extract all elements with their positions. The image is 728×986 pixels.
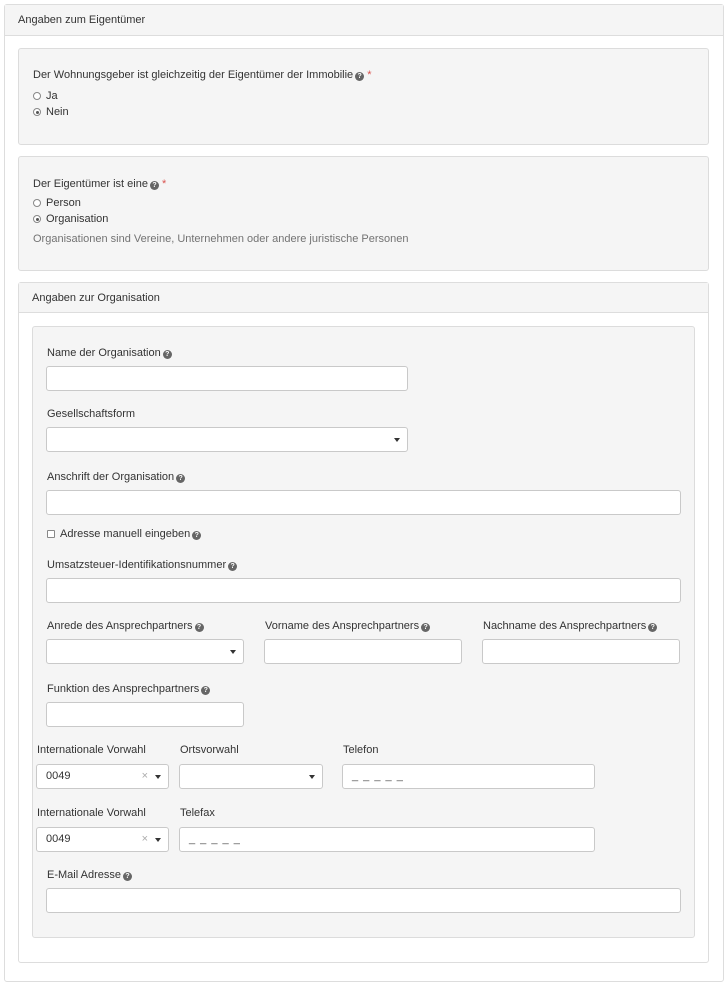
contact-salutation-label [47, 620, 204, 632]
question-circle-icon[interactable]: ? [176, 474, 185, 483]
contact-firstname-input[interactable] [264, 639, 462, 664]
contact-function-label [47, 683, 210, 695]
radio-label: Nein [46, 106, 69, 118]
organisation-panel [18, 282, 709, 963]
fax-intl-label: Internationale Vorwahl [37, 807, 146, 819]
organisation-panel-title: Angaben zur Organisation [19, 283, 708, 313]
clear-icon[interactable]: × [141, 833, 148, 845]
caret-down-icon[interactable] [155, 775, 161, 779]
label-text: Nachname des Ansprechpartners [483, 620, 647, 632]
org-name-label [47, 347, 172, 359]
radio-landlord-yes[interactable] [33, 90, 58, 102]
contact-salutation-select[interactable] [46, 639, 244, 664]
required-mark: * [367, 69, 372, 81]
phone-area-select[interactable] [179, 764, 323, 789]
checkbox-label: Adresse manuell eingeben [60, 528, 191, 540]
legal-form-label: Gesellschaftsform [47, 408, 136, 420]
label-text: Funktion des Ansprechpartners [47, 683, 200, 695]
email-input[interactable] [46, 888, 681, 913]
phone-number-input[interactable] [342, 764, 595, 789]
radio-label: Organisation [46, 213, 109, 225]
label-text: E-Mail Adresse [47, 869, 121, 881]
contact-function-input[interactable] [46, 702, 244, 727]
owner-type-question [33, 178, 166, 190]
question-circle-icon[interactable]: ? [648, 623, 657, 632]
question-circle-icon[interactable]: ? [201, 686, 210, 695]
label-text: Umsatzsteuer-Identifikationsnummer [47, 559, 227, 571]
fax-intl-select[interactable] [36, 827, 169, 852]
caret-down-icon[interactable] [309, 775, 315, 779]
radio-owner-organisation[interactable] [33, 213, 108, 225]
legal-form-select[interactable] [46, 427, 408, 452]
caret-down-icon[interactable] [230, 650, 236, 654]
checkbox-icon[interactable] [47, 530, 55, 538]
label-text: Name der Organisation [47, 347, 161, 359]
landlord-owner-question-label: Der Wohnungsgeber ist gleichzeitig der Eigentümer der Immobilie [33, 69, 354, 81]
label-text: Anrede des Ansprechpartners [47, 620, 193, 632]
phone-area-label: Ortsvorwahl [180, 744, 239, 756]
caret-down-icon[interactable] [394, 438, 400, 442]
select-value: 0049 [46, 833, 71, 845]
radio-label: Person [46, 197, 81, 209]
phone-intl-select[interactable] [36, 764, 169, 789]
clear-icon[interactable]: × [141, 770, 148, 782]
landlord-owner-question [33, 69, 371, 81]
radio-owner-person[interactable] [33, 197, 81, 209]
label-text: Anschrift der Organisation [47, 471, 175, 483]
vat-id-label [47, 559, 237, 571]
question-circle-icon[interactable]: ? [163, 350, 172, 359]
vat-id-input[interactable] [46, 578, 681, 603]
caret-down-icon[interactable] [155, 838, 161, 842]
input-mask: _ _ _ _ _ [189, 833, 241, 845]
fax-number-input[interactable] [179, 827, 595, 852]
owner-type-question-label: Der Eigentümer ist eine [33, 178, 148, 190]
question-circle-icon[interactable]: ? [195, 623, 204, 632]
contact-lastname-input[interactable] [482, 639, 680, 664]
label-text: Vorname des Ansprechpartners [265, 620, 420, 632]
question-circle-icon[interactable]: ? [421, 623, 430, 632]
owner-type-well [18, 156, 709, 271]
phone-intl-label: Internationale Vorwahl [37, 744, 146, 756]
question-circle-icon[interactable]: ? [228, 562, 237, 571]
org-address-input[interactable] [46, 490, 681, 515]
question-circle-icon[interactable]: ? [192, 531, 201, 540]
select-value: 0049 [46, 770, 71, 782]
org-name-input[interactable] [46, 366, 408, 391]
radio-circle-checked-icon[interactable] [33, 215, 41, 223]
phone-number-label: Telefon [343, 744, 379, 756]
radio-label: Ja [46, 90, 58, 102]
question-circle-icon[interactable]: ? [123, 872, 132, 881]
required-mark: * [161, 178, 167, 190]
organisation-form [32, 326, 695, 938]
radio-circle-checked-icon[interactable] [33, 108, 41, 116]
manual-address-checkbox[interactable] [47, 528, 201, 540]
contact-firstname-label [265, 620, 430, 632]
owner-type-hint: Organisationen sind Vereine, Unternehmen oder andere juristische Personen [33, 233, 409, 245]
landlord-owner-well [18, 48, 709, 145]
radio-landlord-no[interactable] [33, 106, 69, 118]
radio-circle-icon[interactable] [33, 92, 41, 100]
question-circle-icon[interactable]: ? [355, 72, 364, 81]
question-circle-icon[interactable]: ? [150, 181, 159, 190]
fax-number-label: Telefax [180, 807, 215, 819]
contact-lastname-label [483, 620, 657, 632]
org-address-label [47, 471, 185, 483]
radio-circle-icon[interactable] [33, 199, 41, 207]
input-mask: _ _ _ _ _ [352, 770, 404, 782]
owner-section-title: Angaben zum Eigentümer [5, 5, 723, 36]
email-label [47, 869, 132, 881]
